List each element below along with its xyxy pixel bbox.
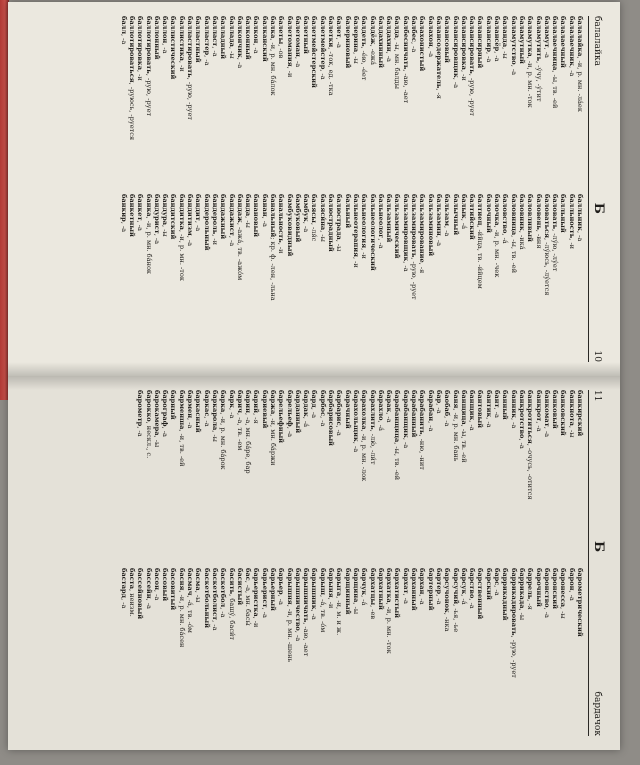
dictionary-entry: барьерный — [269, 568, 278, 611]
left-column-2 — [16, 194, 584, 362]
dictionary-entry: балахон, -а — [426, 16, 435, 58]
dictionary-entry: балочка, -и, р. мн. -чек — [493, 194, 502, 278]
dictionary-entry: барьерист, -а — [260, 568, 269, 618]
dictionary-entry: балластный — [194, 16, 203, 63]
dictionary-entry: барометр, -а — [136, 390, 145, 437]
dictionary-entry: баллистика, -и — [177, 16, 186, 72]
page-gutter-shadow — [8, 376, 620, 390]
dictionary-entry: бард, -а — [310, 390, 319, 419]
dictionary-entry: баловница, -ы, тв. -ей — [509, 194, 518, 274]
dictionary-entry: баллистический — [169, 16, 178, 80]
dictionary-entry: барщинный — [343, 568, 352, 615]
dictionary-entry: баламут, -а — [542, 16, 551, 58]
dictionary-entry: балалайка, -и, р. мн. -ла́ек — [576, 16, 584, 112]
dictionary-entry: бандура, -ы — [161, 194, 170, 237]
dictionary-entry: барный — [169, 390, 178, 420]
dictionary-entry: балдёж, -ежа́ — [368, 16, 377, 65]
dictionary-entry: балетный — [302, 16, 311, 54]
dictionary-entry: бальзамирование, -я — [418, 194, 427, 274]
dictionary-entry: бантик, -а — [484, 390, 493, 428]
dictionary-entry: балканский — [260, 16, 269, 62]
dictionary-entry: банда, -ы — [244, 194, 253, 228]
dictionary-entry: балкон, -а — [252, 16, 261, 54]
dictionary-entry: бархатцы, -ев — [368, 568, 377, 620]
dictionary-entry: бальный — [343, 194, 352, 229]
dictionary-entry: барсучонок, -нка — [443, 568, 452, 632]
dictionary-entry: бальзамировщик, -а — [401, 194, 410, 272]
dictionary-entry: басон, -а — [152, 568, 161, 601]
dictionary-entry: барич, -а, тв. -ем — [235, 390, 244, 451]
dictionary-entry: балтиец, -и́йца, тв. -и́йцем — [476, 194, 485, 289]
dictionary-entry: банальный; кр. ф. -лен, -льна — [269, 194, 278, 301]
dictionary-entry: балюстрадный — [327, 194, 336, 252]
page-number: 11 — [592, 390, 602, 402]
dictionary-entry: балансёр, -а — [493, 16, 502, 62]
dictionary-entry: бандажный — [219, 194, 228, 240]
dictionary-entry: бархатистый — [393, 568, 402, 619]
dictionary-entry: бальнеологический — [368, 194, 377, 271]
section-letter: Б — [591, 202, 606, 214]
dictionary-entry: бальзамический — [393, 194, 402, 259]
dictionary-entry: барсучий, -ья, -ье — [451, 568, 460, 633]
dictionary-entry: балластер, -а — [202, 16, 211, 66]
left-column-1 — [16, 16, 584, 184]
dictionary-entry: балетомания, -и — [285, 16, 294, 78]
dictionary-entry: барий, -я — [252, 390, 261, 424]
dictionary-entry: баркарола, -ы — [210, 390, 219, 442]
dictionary-entry: бандурист, -а — [152, 194, 161, 245]
dictionary-entry: балалаечник, -а — [567, 16, 576, 77]
dictionary-entry: баловать, -лу́ю, -лу́ет — [551, 194, 560, 272]
dictionary-entry: балльный — [559, 194, 568, 233]
dictionary-entry: баобаб, -а — [443, 390, 452, 427]
dictionary-entry: баламутство, -а — [509, 16, 518, 76]
dictionary-entry: бамбук, -а — [302, 194, 311, 233]
dictionary-entry: барабанщица, -ы, тв. -ей — [393, 390, 402, 481]
right-page — [8, 376, 620, 750]
dictionary-entry: балерина, -ы — [351, 16, 360, 64]
page-gutter-shadow — [8, 362, 620, 376]
dictionary-entry: бандаж, -ажа́, тв. -ажо́м — [235, 194, 244, 281]
dictionary-entry: баламутить, -у́чу, -у́тит — [534, 16, 543, 102]
dictionary-entry: барахольщик, -а — [351, 390, 360, 453]
dictionary-entry: банановый — [252, 194, 261, 238]
dictionary-entry: барский — [484, 568, 493, 600]
dictionary-entry: баррель, -я — [526, 568, 535, 610]
dictionary-entry: бандитка, -и, р. мн. -ток — [177, 194, 186, 282]
dictionary-entry: балдахин, -а — [385, 16, 394, 62]
running-head — [588, 390, 606, 736]
dictionary-entry: барменша, -и, тв. -ей — [177, 390, 186, 467]
running-head-word: балалайка — [592, 16, 602, 66]
dictionary-entry: барограф, -а — [161, 390, 170, 437]
dictionary-entry: барыня, -и — [327, 568, 336, 609]
dictionary-entry: бальнеология, -и — [360, 194, 369, 259]
dictionary-entry: баланда, -ы — [501, 16, 510, 59]
dictionary-entry: балкончик, -а — [235, 16, 244, 69]
dictionary-entry: барыга, -и, м. и ж. — [335, 568, 344, 636]
section-letter: Б — [591, 540, 606, 553]
dictionary-entry: барданный — [293, 390, 302, 434]
dictionary-entry: балансировать, -рую, -рует — [468, 16, 477, 117]
dictionary-entry: бардак, -а́ — [302, 390, 311, 428]
dictionary-entry: балочный — [484, 194, 493, 233]
left-page — [8, 2, 620, 376]
dictionary-entry: барометрический — [576, 568, 584, 637]
dictionary-entry: баляси́на, -ы — [318, 194, 327, 242]
dictionary-entry: барсук, -а́ — [459, 568, 468, 605]
dictionary-entry: басить, башу́, баси́т — [227, 568, 236, 641]
dictionary-entry: банальность, -и — [277, 194, 286, 254]
dictionary-entry: балка, -и, р. мн. ба́лок — [269, 16, 278, 96]
dictionary-entry: банкир, -а — [119, 194, 128, 233]
dictionary-entry: баркасный — [194, 390, 203, 433]
dictionary-entry: бариевый — [260, 390, 269, 429]
dictionary-entry: барон, -а — [567, 568, 576, 601]
dictionary-entry: баррикада, -ы — [517, 568, 526, 621]
dictionary-entry: басма, -ы — [194, 568, 203, 603]
dictionary-entry: бархатка, -и, р. мн. -ток — [385, 568, 394, 654]
dictionary-entry: бармен, -а — [186, 390, 195, 429]
dictionary-entry: балансовый — [443, 16, 452, 63]
dictionary-entry: бандажист, -а — [227, 194, 236, 247]
dictionary-entry: банкирский — [576, 390, 584, 437]
dictionary-entry: баллада, -ы — [227, 16, 236, 59]
dictionary-entry: барабанить, -ню, -нит — [418, 390, 427, 470]
dictionary-entry: балда, -ы, мн. балды — [393, 16, 402, 89]
dictionary-entry: баловливый — [526, 194, 535, 242]
dictionary-entry: баламутный — [517, 16, 526, 64]
dictionary-entry: бархан, -а — [418, 568, 427, 605]
dictionary-entry: баловство, -а́ — [501, 194, 510, 244]
dictionary-entry: барокко, нескл., с. — [144, 390, 153, 459]
dictionary-entry: баламутка, -и, р. мн. -ток — [526, 16, 535, 108]
dictionary-entry: баронский — [551, 568, 560, 610]
dictionary-entry: барбарис, -а — [335, 390, 344, 436]
dictionary-entry: банщица, -ы, тв. -ей — [459, 390, 468, 463]
dictionary-entry: балансирный — [476, 16, 485, 69]
dictionary-entry: барабанщик, -а — [401, 390, 410, 449]
dictionary-entry: балласт, -а — [210, 16, 219, 57]
dictionary-entry: бартерный — [426, 568, 435, 611]
right-column-1 — [16, 390, 584, 558]
dictionary-entry: балетмейстерский — [310, 16, 319, 88]
dictionary-entry: бант, -а — [493, 390, 502, 418]
dictionary-entry: барьер, -а — [277, 568, 286, 605]
dictionary-entry: балконный — [244, 16, 253, 60]
dictionary-entry: барельеф, -а — [285, 390, 294, 438]
dictionary-entry: балетки, -ток, ед. -тка — [327, 16, 336, 96]
dictionary-entry: барышня, -и, р. мн. -шень — [285, 568, 294, 663]
dictionary-entry: балл, -а — [119, 16, 128, 45]
dictionary-entry: балык, -а́ — [459, 194, 468, 230]
dictionary-entry: банник, -а — [509, 390, 518, 429]
dictionary-entry: баррикадный — [501, 568, 510, 621]
dictionary-entry: бархат, -а — [401, 568, 410, 604]
dictionary-entry: баллонный — [152, 16, 161, 60]
dictionary-entry: бартер, -а — [434, 568, 443, 605]
dictionary-entry: баллотировать, -рую, -рует — [144, 16, 153, 117]
dictionary-entry: бар, -а — [434, 390, 443, 414]
dictionary-entry: балльность, -и — [567, 194, 576, 250]
dictionary-entry: бас, -а, мн. басы́ — [244, 568, 253, 626]
dictionary-entry: баррикадировать, -рую, -рует — [509, 568, 518, 678]
dictionary-entry: банкомат, -а — [542, 390, 551, 438]
dictionary-entry: барахолка, -и, р. мн. -лок — [360, 390, 369, 482]
dictionary-entry: балтийский — [468, 194, 477, 240]
dictionary-entry: бастард, -а — [119, 568, 128, 609]
page-number: 10 — [592, 350, 602, 362]
dictionary-entry: балансодержатель, -я — [434, 16, 443, 99]
dictionary-entry: бантовый — [476, 390, 485, 429]
dictionary-entry: балбес, -а — [410, 16, 419, 53]
dictionary-entry: барс, -а — [493, 568, 502, 596]
dictionary-entry: барочный — [534, 568, 543, 607]
dictionary-entry: барьеристка, -и — [252, 568, 261, 628]
dictionary-entry: банкнота, -ы — [567, 390, 576, 438]
dictionary-entry: барахло, -а́ — [376, 390, 385, 431]
dictionary-entry: барка, -и, р. мн. ба́рок — [219, 390, 228, 470]
dictionary-entry: банщик, -а — [468, 390, 477, 431]
running-head-word: бардачок — [592, 691, 602, 736]
dictionary-entry: басня, -и, р. мн. ба́сен — [177, 568, 186, 648]
dictionary-entry: барабанный — [410, 390, 419, 438]
dictionary-entry: балет, -а — [335, 16, 344, 48]
dictionary-entry: баловник, -ика́ — [517, 194, 526, 250]
dictionary-entry: бархатный — [376, 568, 385, 610]
dictionary-entry: барышничать, -аю, -ает — [302, 568, 311, 657]
dictionary-entry: банан, -а — [260, 194, 269, 227]
dictionary-entry: банкротство, -а — [517, 390, 526, 449]
dictionary-entry: баскетбол, -а — [219, 568, 228, 618]
dictionary-entry: балычный — [451, 194, 460, 236]
dictionary-entry: баста, неизм. — [127, 568, 136, 617]
dictionary-entry: басмач, -а́, тв. -о́м — [186, 568, 195, 633]
dictionary-entry: барахлить, -лю́, -ли́т — [368, 390, 377, 465]
dictionary-entry: бассейн, -а — [144, 568, 153, 609]
dictionary-spread — [8, 2, 620, 750]
dictionary-entry: банный — [501, 390, 510, 420]
dictionary-entry: балансир, -а — [484, 16, 493, 63]
dictionary-entry: бандитский — [169, 194, 178, 240]
dictionary-entry: балахонистый — [418, 16, 427, 72]
dictionary-entry: балеты, -ов — [277, 16, 286, 59]
dictionary-entry: балластировать, -рую, -рует — [186, 16, 195, 120]
dictionary-entry: балладный — [219, 16, 228, 59]
dictionary-entry: баллотировка, -и — [136, 16, 145, 81]
dictionary-entry: басистый — [235, 568, 244, 606]
dictionary-entry: барак, -а — [385, 390, 394, 423]
dictionary-entry: баронство, -а — [542, 568, 551, 618]
dictionary-entry: балбесничать, -аю, -ает — [401, 16, 410, 104]
dictionary-entry: бамбуковидный — [285, 194, 294, 257]
dictionary-entry: бальзаминовый — [426, 194, 435, 257]
dictionary-entry: баловаться, -лу́юсь, -лу́ется — [542, 194, 551, 296]
dictionary-entry: бальзамный — [385, 194, 394, 243]
dictionary-entry: барбарисовый — [327, 390, 336, 446]
dictionary-entry: балериновый — [343, 16, 352, 69]
dictionary-entry: бальзам, -а — [443, 194, 452, 237]
dictionary-entry: баня, -и, р. мн. бань — [451, 390, 460, 462]
dictionary-entry: барельефный — [277, 390, 286, 444]
dictionary-entry: балдахинный — [376, 16, 385, 68]
dictionary-entry: банкет, -а — [136, 194, 145, 231]
dictionary-entry: барханный — [410, 568, 419, 611]
dictionary-entry: баронесса, -ы — [559, 568, 568, 619]
dictionary-entry: барчук, -а́ — [360, 568, 369, 606]
dictionary-entry: балясы, -ля́с — [310, 194, 319, 242]
dictionary-entry: бальзамин, -а — [434, 194, 443, 247]
dictionary-entry: балетмейстер, -а — [318, 16, 327, 80]
dictionary-entry: балдеть, -е́ю, -е́ет — [360, 16, 369, 81]
right-column-2 — [16, 568, 584, 736]
dictionary-entry: барственный — [476, 568, 485, 620]
dictionary-entry: банковый — [551, 390, 560, 429]
dictionary-entry: басовый — [161, 568, 170, 602]
dictionary-entry: бальнеолог, -а — [376, 194, 385, 249]
dictionary-entry: баскетболист, -а — [210, 568, 219, 631]
dictionary-entry: банкротиться, -очусь, -отится — [526, 390, 535, 500]
dictionary-entry: бандит, -а — [194, 194, 203, 232]
dictionary-entry: барышничество, -а — [293, 568, 302, 642]
dictionary-entry: банка, -и, р. мн. ба́нок — [144, 194, 153, 275]
dictionary-entry: бандероль, -и — [210, 194, 219, 246]
dictionary-entry: баржа, -и, мн. ба́ржи — [269, 390, 278, 466]
dictionary-entry: бассейновый — [136, 568, 145, 620]
dictionary-entry: басовитый — [169, 568, 178, 611]
dictionary-entry: барбос, -а — [318, 390, 327, 427]
dictionary-entry: балалаечница, -ы, тв. -ей — [551, 16, 560, 109]
dictionary-entry: бамбуковый — [293, 194, 302, 243]
dictionary-entry: барство, -а — [468, 568, 477, 609]
dictionary-entry: банкетный — [127, 194, 136, 237]
dictionary-entry: барыш, -а́, тв. -о́м — [318, 568, 327, 633]
dictionary-entry: баловень, -вня — [534, 194, 543, 249]
dictionary-entry: барачный — [343, 390, 352, 429]
dictionary-entry: балансировка, -и — [459, 16, 468, 81]
dictionary-entry: барк, -а — [227, 390, 236, 419]
dictionary-entry: баллон, -а — [161, 16, 170, 54]
dictionary-entry: балансировщик, -а — [451, 16, 460, 89]
dictionary-entry: бальзамировать, -рую, -рует — [410, 194, 419, 300]
dictionary-entry: балльник, -а — [576, 194, 584, 242]
dictionary-entry: балетоман, -а — [293, 16, 302, 68]
dictionary-entry: бандитизм, -а — [186, 194, 195, 247]
dictionary-entry: баркас, -а — [202, 390, 211, 427]
dictionary-entry: баллотироваться, -руюсь, -руется — [127, 16, 136, 141]
dictionary-entry: банкрот, -а — [534, 390, 543, 432]
dictionary-entry: банковский — [559, 390, 568, 436]
dictionary-entry: баскетбольный — [202, 568, 211, 628]
dictionary-entry: бальнеотерапия, -и — [351, 194, 360, 268]
dictionary-entry: барщина, -ы — [351, 568, 360, 615]
running-head — [588, 16, 606, 362]
dictionary-entry: барышник, -а — [310, 568, 319, 620]
dictionary-entry: барокамера, -ы — [152, 390, 161, 448]
dictionary-entry: балалаечный — [559, 16, 568, 68]
dictionary-entry: барин, -а, мн. ба́ре, бар — [244, 390, 253, 474]
dictionary-entry: барабан, -а — [426, 390, 435, 432]
dictionary-entry: бандерольный — [202, 194, 211, 251]
dictionary-entry: балюстрада, -ы — [335, 194, 344, 252]
